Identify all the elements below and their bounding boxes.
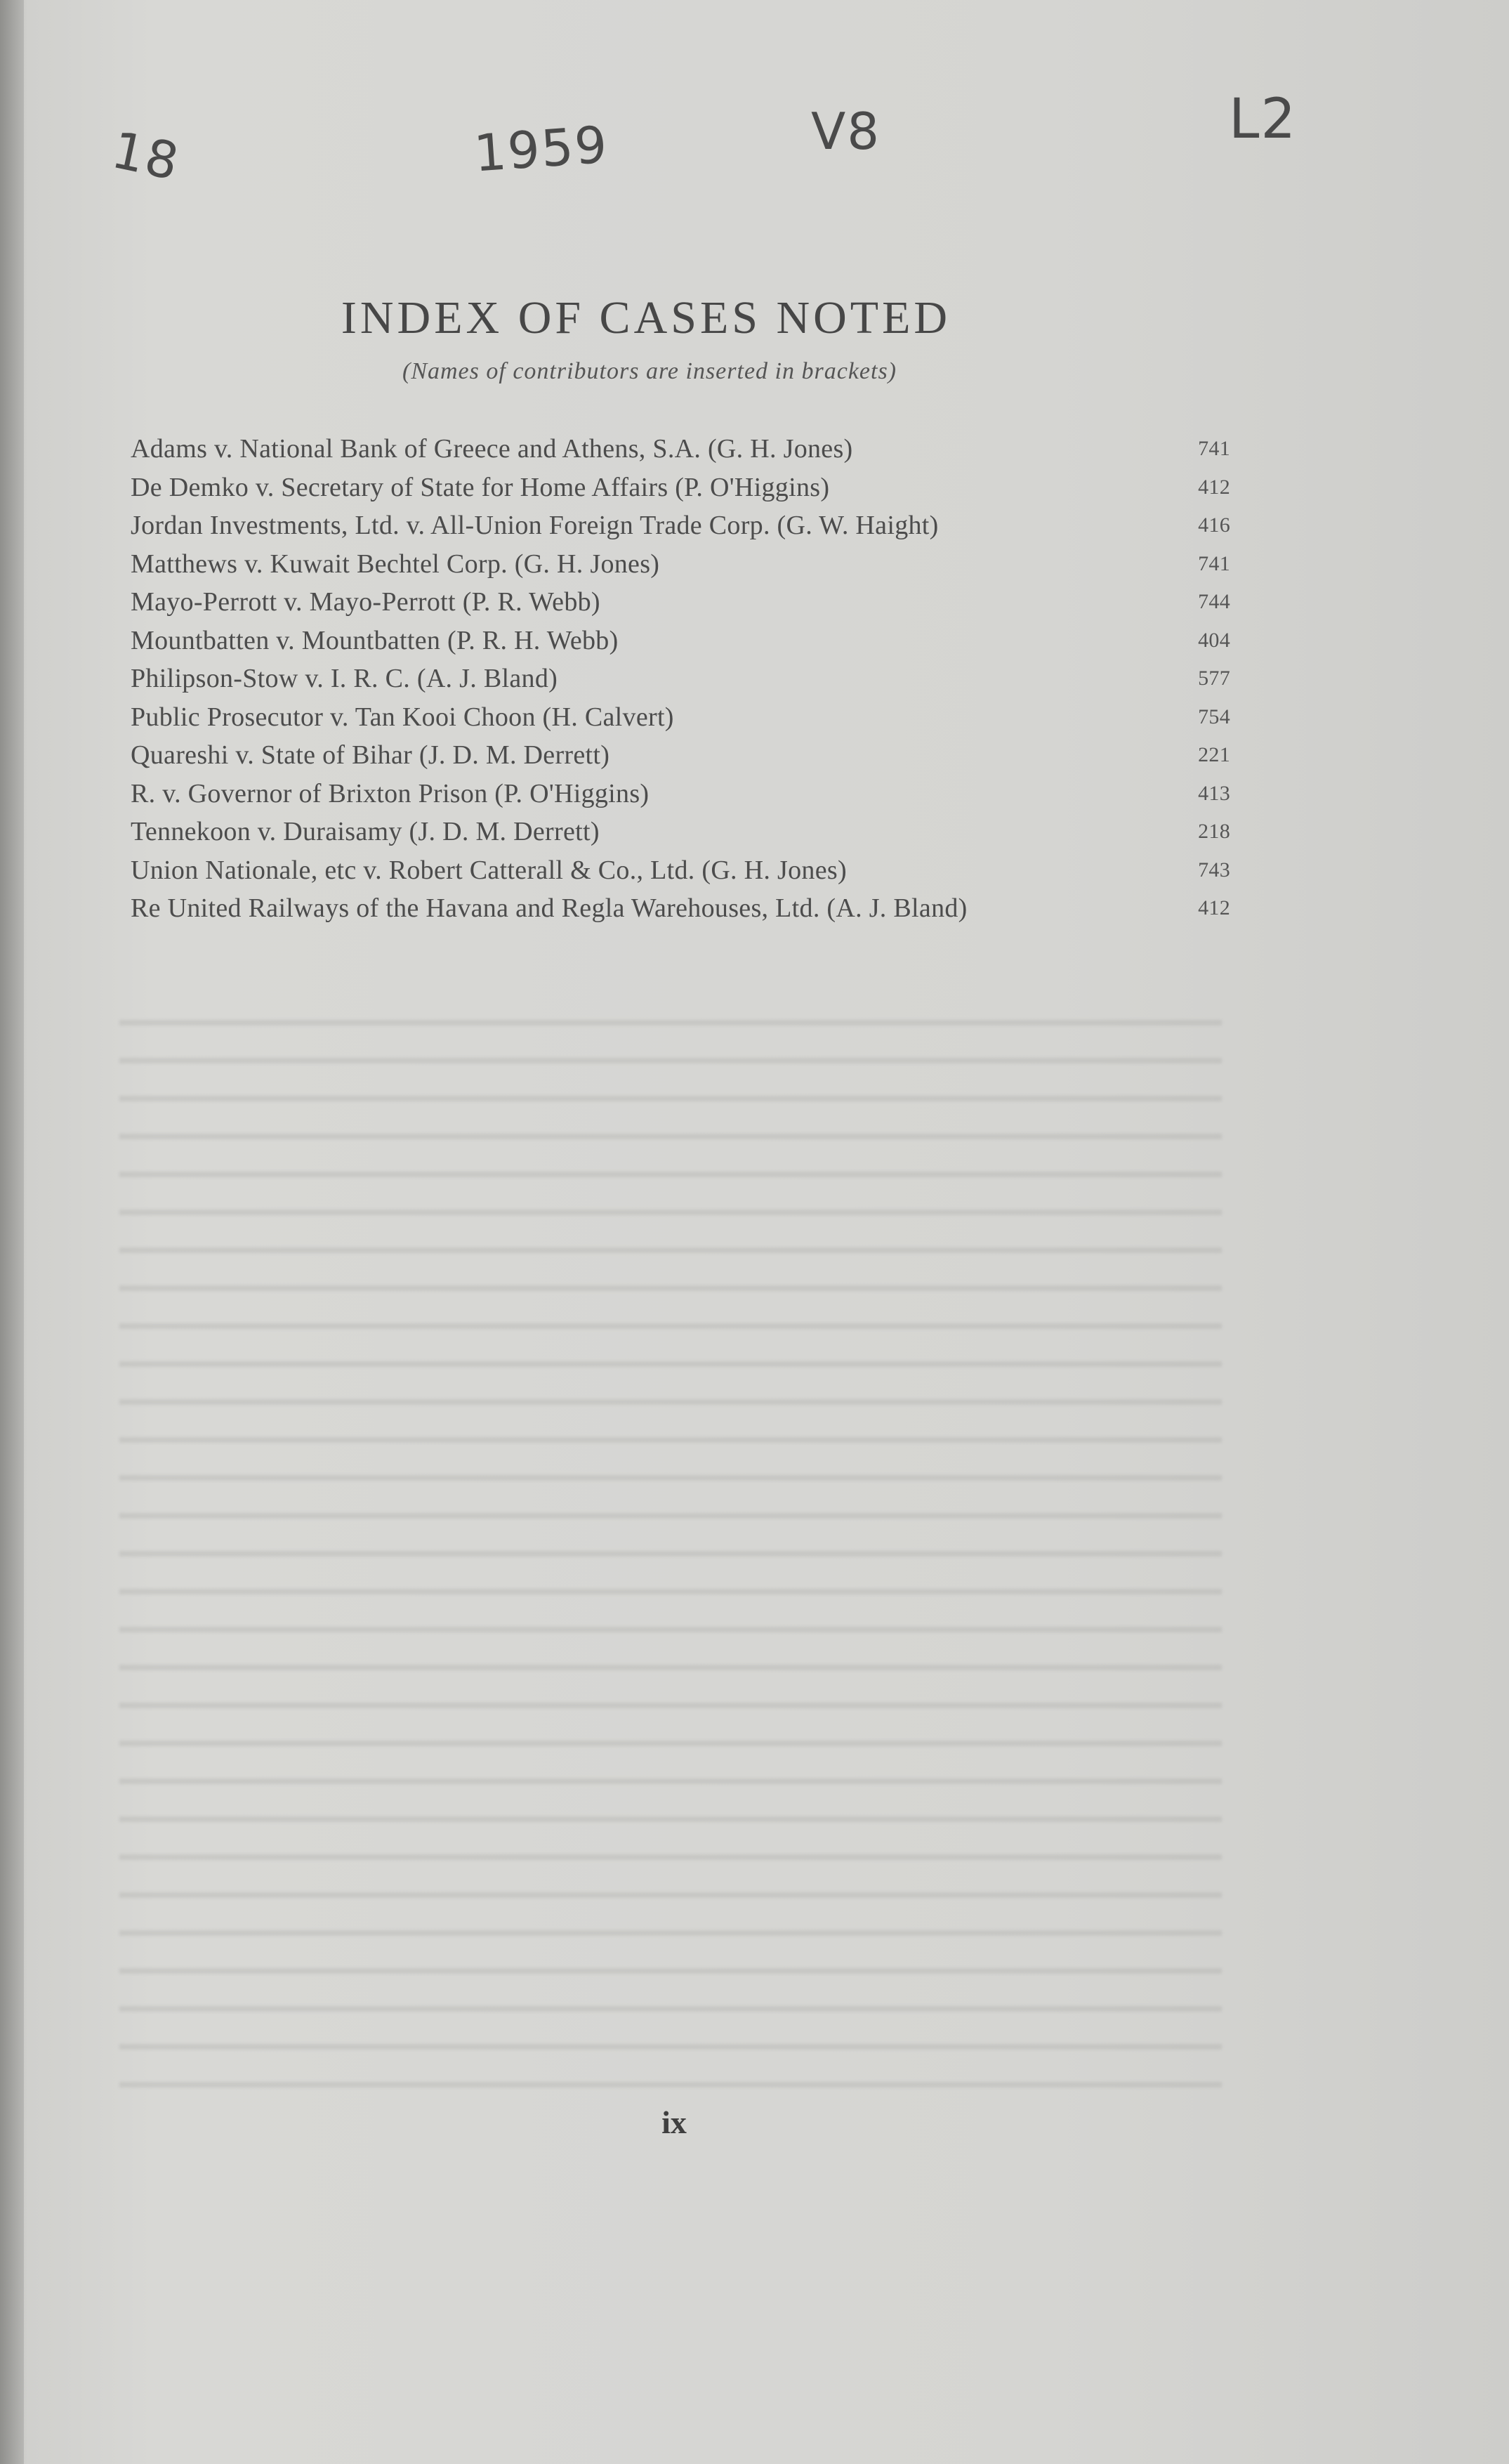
index-subtitle: (Names of contributors are inserted in brackets) — [402, 358, 897, 384]
case-name: De Demko v. Secretary of State for Home Affairs (P. O'Higgins) — [131, 472, 830, 502]
case-name: Jordan Investments, Ltd. v. All-Union Foreign Trade Corp. (G. W. Haight) — [131, 511, 939, 540]
case-name: Union Nationale, etc v. Robert Catterall & Co., Ltd. (G. H. Jones) — [131, 855, 847, 885]
case-entry — [131, 660, 1230, 698]
page-reference: 412 — [1198, 475, 1230, 499]
page-reference: 218 — [1198, 820, 1230, 843]
case-name: Mayo-Perrott v. Mayo-Perrott (P. R. Webb) — [131, 587, 600, 617]
case-name: Philipson-Stow v. I. R. C. (A. J. Bland) — [131, 664, 558, 693]
case-name: Mountbatten v. Mountbatten (P. R. H. Webb) — [131, 625, 619, 655]
case-entry — [131, 736, 1230, 775]
page-reference: 404 — [1198, 628, 1230, 652]
handwritten-note: V8 — [811, 102, 881, 161]
case-name: Public Prosecutor v. Tan Kooi Choon (H. Calvert) — [131, 702, 674, 732]
case-entry — [131, 622, 1230, 660]
case-name: Tennekoon v. Duraisamy (J. D. M. Derrett) — [131, 817, 600, 846]
page-reference: 744 — [1198, 590, 1230, 613]
case-entry — [131, 851, 1230, 890]
page-reference: 754 — [1198, 705, 1230, 728]
page-folio: ix — [661, 2104, 687, 2140]
case-name: Quareshi v. State of Bihar (J. D. M. Derrett) — [131, 740, 610, 770]
case-entry — [131, 430, 1230, 468]
index-title: INDEX OF CASES NOTED — [341, 292, 951, 343]
page-reference: 412 — [1198, 896, 1230, 919]
page-reference: 741 — [1198, 551, 1230, 575]
case-entry — [131, 506, 1230, 545]
page-reference: 577 — [1198, 667, 1230, 690]
handwritten-note: L2 — [1229, 88, 1298, 151]
case-entry — [131, 775, 1230, 813]
case-entry — [131, 698, 1230, 737]
page-reference: 413 — [1198, 781, 1230, 805]
case-entry — [131, 545, 1230, 584]
page-reference: 741 — [1198, 437, 1230, 460]
page-reference: 221 — [1198, 743, 1230, 766]
case-index-list — [131, 430, 1230, 928]
handwritten-note: 1959 — [472, 114, 610, 183]
bleed-through-text — [119, 1004, 1222, 2114]
page-reference: 743 — [1198, 858, 1230, 882]
case-entry — [131, 813, 1230, 851]
page-reference: 416 — [1198, 513, 1230, 537]
case-entry — [131, 468, 1230, 507]
case-name: Adams v. National Bank of Greece and Athens, S.A. (G. H. Jones) — [131, 434, 853, 464]
case-name: R. v. Governor of Brixton Prison (P. O'Higgins) — [131, 778, 650, 808]
case-entry — [131, 583, 1230, 622]
case-name: Re United Railways of the Havana and Regla Warehouses, Ltd. (A. J. Bland) — [131, 893, 968, 923]
handwritten-note: 18 — [107, 119, 185, 192]
case-name: Matthews v. Kuwait Bechtel Corp. (G. H. Jones) — [131, 549, 660, 579]
case-entry — [131, 889, 1230, 928]
